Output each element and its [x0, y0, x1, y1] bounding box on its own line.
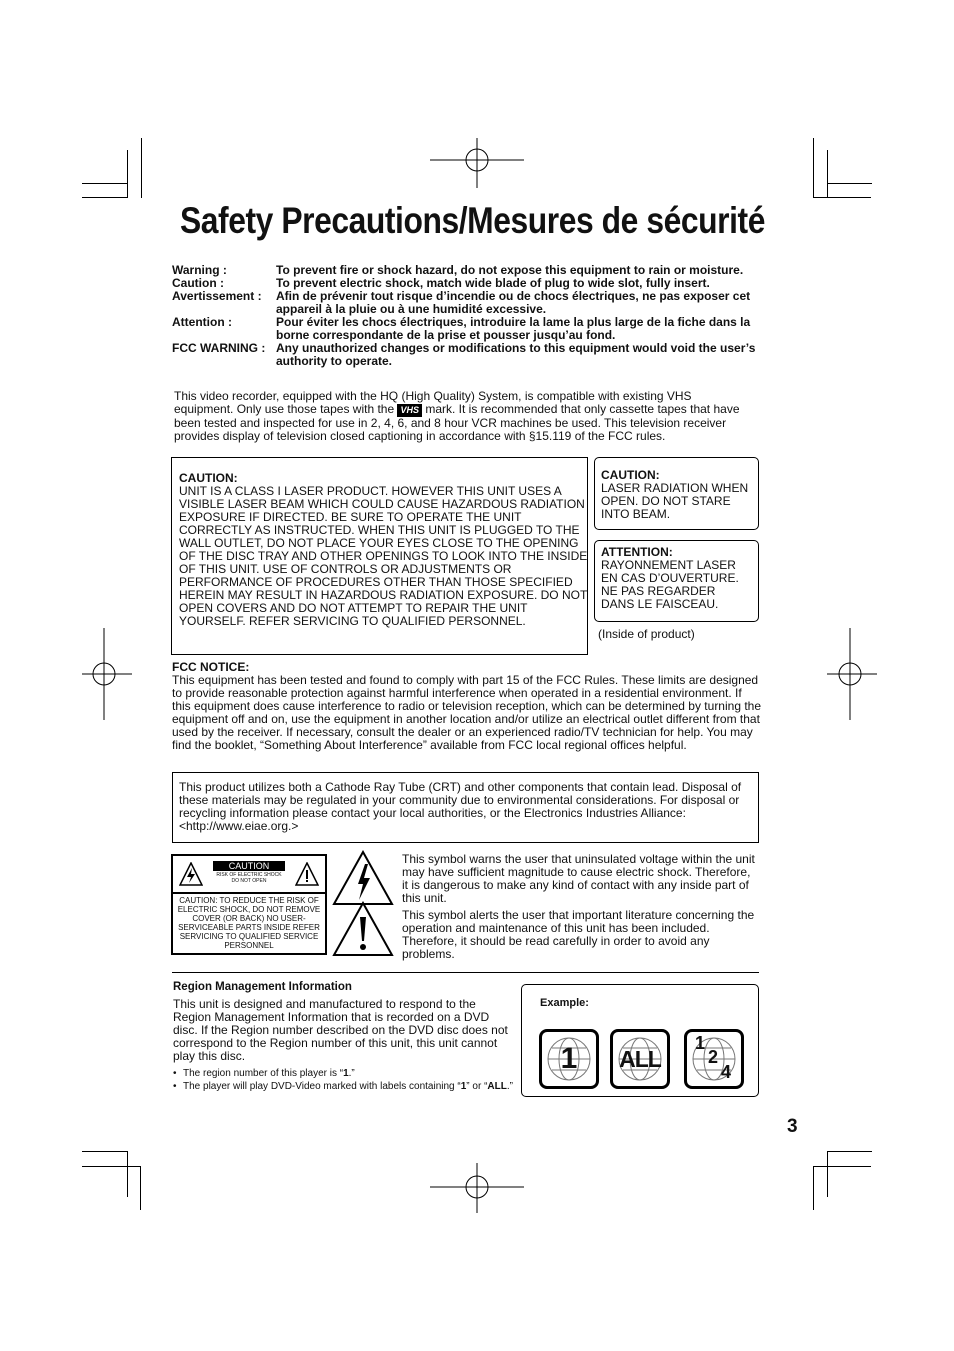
- warning-text: To prevent fire or shock hazard, do not expose this equipment to rain or moisture.: [276, 263, 744, 277]
- attention-text: Pour éviter les chocs électriques, introduire la lame la plus large de la fiche dans la borne correspondante de la prise et pousser jusqu’au fond.: [276, 315, 751, 342]
- region-bullet: • The region number of this player is “1.”: [173, 1068, 355, 1079]
- warning-label: Warning :: [172, 263, 227, 277]
- shock-caution-label: [171, 854, 327, 955]
- page-number: 3: [787, 1116, 798, 1137]
- region-bullet: • The player will play DVD-Video marked with labels containing “1” or “ALL.”: [173, 1081, 513, 1092]
- shock-caution-badge: CAUTION: [213, 861, 285, 871]
- fcc-notice-text: This equipment has been tested and found to comply with part 15 of the FCC Rules. These limits are designed to provide reasonable protection against harmful interference when operated in a residential environment. If this equipment does cause interference to radio or television reception, which can be determined by turning the equipment off and on, use the equipment in another location and/or utilize an electrical outlet different from that used by the receiver. If necessary, consult the dealer or an experienced radio/TV technician for help. You may find the booklet, “Something About Interference” available from FCC local regional offices helpful.: [172, 673, 762, 752]
- registration-mark-right: [827, 628, 877, 720]
- caution-text: To prevent electric shock, match wide blade of plug to wide slot, fully insert.: [276, 276, 710, 290]
- avertissement-row: [172, 290, 762, 316]
- region-section: [173, 981, 513, 1093]
- shock-caution-text: CAUTION: TO REDUCE THE RISK OF ELECTRIC SHOCK, DO NOT REMOVE COVER (OR BACK) NO USER-SERVICEABLE PARTS INSIDE REFER SERVICING TO QUALIFIED SERVICE PERSONNEL: [177, 896, 321, 950]
- attention-row: [172, 316, 762, 342]
- attention-label: Attention :: [172, 315, 232, 329]
- avertissement-text: Afin de prévenir tout risque d’incendie ou de chocs électriques, ne pas exposer cet appareil à la pluie ou à une humidité excessive.: [276, 289, 751, 316]
- lead-notice-box: [172, 772, 759, 843]
- label-attention-box: [594, 540, 759, 622]
- region-text: This unit is designed and manufactured to respond to the Region Management Information that is recorded on a DVD disc. If the Region number described on the DVD disc does not correspond to the Region number of this unit, this unit cannot play this disc.: [173, 997, 508, 1063]
- registration-mark-top: [430, 138, 524, 188]
- laser-caution-box: [171, 457, 588, 655]
- vhs-logo-icon: VHS: [397, 404, 422, 417]
- vhs-text-after: mark. It is recommended that only cassette tapes that have been tested and inspected for use in 2, 4, 6, and 8 hour VCR machines be used. This television receiver provides display of television closed captioning in accordance with §15.119 of the FCC rules.: [174, 402, 740, 443]
- fcc-warning-label: FCC WARNING :: [172, 341, 266, 355]
- label-caution-text: LASER RADIATION WHEN OPEN. DO NOT STARE INTO BEAM.: [601, 481, 749, 521]
- symbol-literature-text: This symbol alerts the user that important literature concerning the operation and maintenance of this unit has been included. Therefore, it should be read carefully in order to avoid any problems.: [402, 908, 755, 961]
- avertissement-label: Avertissement :: [172, 289, 262, 303]
- label-attention-heading: ATTENTION:: [601, 545, 673, 559]
- fcc-warning-row: [172, 342, 762, 368]
- vhs-text-before: This video recorder, equipped with the HQ (High Quality) System, is compatible with existing VHS equipment. Only use those tapes with the: [174, 389, 692, 416]
- region-1-icon: 1: [539, 1029, 599, 1089]
- laser-caution-text: UNIT IS A CLASS I LASER PRODUCT. HOWEVER THIS UNIT USES A VISIBLE LASER BEAM WHICH COULD CAUSE HAZARDOUS RADIATION EXPOSURE IF DIRECTED. BE SURE TO OPERATE THE UNIT CORRECTLY AS INSTRUCTED. WHEN THIS UNIT IS PLUGGED TO THE WALL OUTLET, DO NOT PLACE YOUR EYES CLOSE TO THE OPENING OF THE DISC TRAY AND OTHER OPENINGS TO LOOK INTO THE INSIDE OF THIS UNIT. USE OF CONTROLS OR ADJUSTMENTS OR PERFORMANCE OF PROCEDURES OTHER THAN THOSE SPECIFIED HEREIN MAY RESULT IN HAZARDOUS RADIATION EXPOSURE. DO NOT OPEN COVERS AND DO NOT ATTEMPT TO REPAIR THE UNIT YOURSELF. REFER SERVICING TO QUALIFIED PERSONNEL.: [179, 484, 588, 628]
- fcc-notice-heading: FCC NOTICE:: [172, 660, 250, 674]
- section-divider: [172, 972, 759, 973]
- region-example-box: [521, 984, 759, 1097]
- caution-label: Caution :: [172, 276, 224, 290]
- exclamation-triangle-icon: [295, 862, 319, 886]
- exclamation-symbol-icon: [332, 901, 394, 957]
- fcc-warning-text: Any unauthorized changes or modifications to this equipment would void the user’s authority to operate.: [276, 341, 756, 368]
- vhs-paragraph: [174, 390, 744, 443]
- page-title: Safety Precautions/Mesures de sécurité: [180, 200, 765, 241]
- region-multi-icon: 1 2 4: [684, 1029, 744, 1089]
- laser-caution-heading: CAUTION:: [179, 471, 238, 485]
- label-caution-box: [594, 457, 759, 530]
- fcc-notice: [172, 661, 762, 752]
- registration-mark-bottom: [430, 1163, 524, 1213]
- registration-mark-left: [82, 628, 132, 720]
- lightning-symbol-icon: [332, 850, 394, 906]
- lead-notice-text: This product utilizes both a Cathode Ray Tube (CRT) and other components that contain lead. Disposal of these materials may be regulated in your community due to environmental considerations. For disposal or recycling information please contact your local authorities, or the Electronics Industries Alliance: <http://www.eiae.org.>: [179, 780, 742, 833]
- inside-note: (Inside of product): [598, 627, 695, 641]
- shock-risk-text: RISK OF ELECTRIC SHOCK DO NOT OPEN: [216, 872, 282, 884]
- region-all-icon: ALL: [610, 1029, 670, 1089]
- label-attention-text: RAYONNEMENT LASER EN CAS D’OUVERTURE. NE PAS REGARDER DANS LE FAISCEAU.: [601, 558, 739, 611]
- region-heading: Region Management Information: [173, 981, 352, 993]
- warnings-list: [172, 264, 762, 368]
- lightning-triangle-icon: [179, 862, 203, 886]
- example-label: Example:: [540, 997, 589, 1009]
- label-caution-heading: CAUTION:: [601, 468, 660, 482]
- symbol-voltage-text: This symbol warns the user that uninsulated voltage within the unit may have sufficient magnitude to cause electric shock. Therefore, it is dangerous to make any kind of contact with any inside part of this unit.: [402, 852, 755, 905]
